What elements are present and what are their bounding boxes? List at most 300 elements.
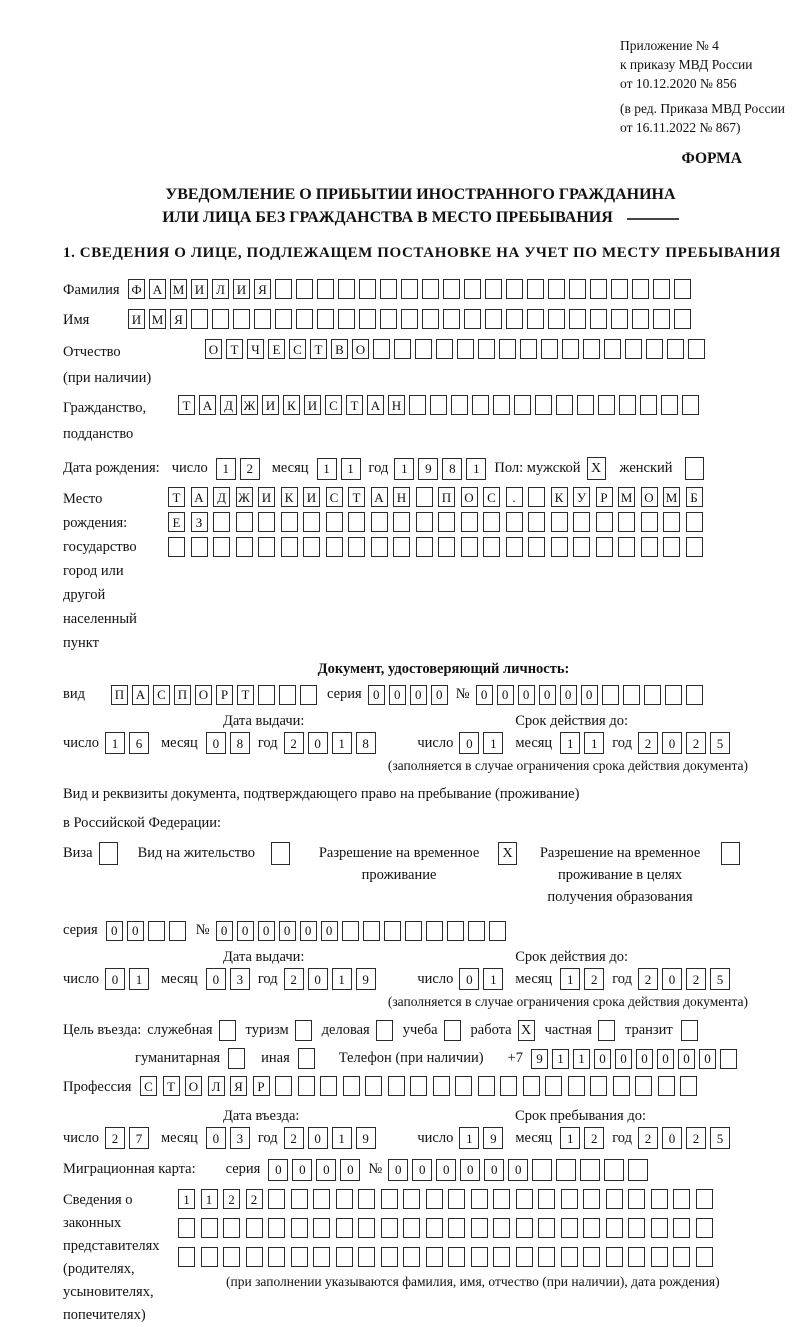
- char-cell[interactable]: Т: [168, 487, 185, 507]
- char-cell[interactable]: [281, 537, 298, 557]
- char-cell[interactable]: [191, 309, 208, 329]
- char-cell[interactable]: [394, 339, 411, 359]
- char-cell[interactable]: С: [326, 487, 343, 507]
- residence-permit-checkbox[interactable]: [271, 842, 290, 865]
- char-cell[interactable]: [320, 1076, 337, 1096]
- char-cell[interactable]: [538, 1218, 555, 1238]
- char-cell[interactable]: [268, 1247, 285, 1267]
- char-cell[interactable]: [430, 395, 447, 415]
- char-cell[interactable]: [516, 1218, 533, 1238]
- char-cell[interactable]: [291, 1218, 308, 1238]
- char-cell[interactable]: [381, 1247, 398, 1267]
- char-cell[interactable]: [696, 1189, 713, 1209]
- char-cell[interactable]: 1: [552, 1049, 569, 1069]
- char-cell[interactable]: [401, 279, 418, 299]
- char-cell[interactable]: [696, 1218, 713, 1238]
- char-cell[interactable]: Р: [253, 1076, 270, 1096]
- char-cell[interactable]: Ж: [236, 487, 253, 507]
- char-cell[interactable]: 2: [284, 732, 304, 754]
- char-cell[interactable]: [213, 537, 230, 557]
- char-cell[interactable]: 0: [237, 921, 254, 941]
- char-cell[interactable]: [688, 339, 705, 359]
- char-cell[interactable]: [448, 1218, 465, 1238]
- char-cell[interactable]: А: [191, 487, 208, 507]
- char-cell[interactable]: [471, 1189, 488, 1209]
- char-cell[interactable]: [468, 921, 485, 941]
- char-cell[interactable]: 2: [246, 1189, 263, 1209]
- char-cell[interactable]: И: [262, 395, 279, 415]
- char-cell[interactable]: [569, 309, 586, 329]
- temp-residence-checkbox[interactable]: X: [498, 842, 517, 865]
- char-cell[interactable]: 2: [686, 732, 706, 754]
- char-cell[interactable]: 9: [356, 1127, 376, 1149]
- char-cell[interactable]: [433, 1076, 450, 1096]
- char-cell[interactable]: Я: [170, 309, 187, 329]
- char-cell[interactable]: [426, 1189, 443, 1209]
- char-cell[interactable]: 9: [531, 1049, 548, 1069]
- char-cell[interactable]: [651, 1189, 668, 1209]
- char-cell[interactable]: 8: [356, 732, 376, 754]
- char-cell[interactable]: 0: [484, 1159, 504, 1181]
- char-cell[interactable]: С: [483, 487, 500, 507]
- char-cell[interactable]: [618, 537, 635, 557]
- char-cell[interactable]: [573, 512, 590, 532]
- char-cell[interactable]: [489, 921, 506, 941]
- char-cell[interactable]: 2: [284, 968, 304, 990]
- char-cell[interactable]: [296, 279, 313, 299]
- char-cell[interactable]: [461, 537, 478, 557]
- char-cell[interactable]: [646, 339, 663, 359]
- char-cell[interactable]: М: [170, 279, 187, 299]
- char-cell[interactable]: [673, 1218, 690, 1238]
- char-cell[interactable]: Ф: [128, 279, 145, 299]
- char-cell[interactable]: 8: [442, 458, 462, 480]
- char-cell[interactable]: И: [128, 309, 145, 329]
- char-cell[interactable]: [596, 512, 613, 532]
- char-cell[interactable]: [538, 1189, 555, 1209]
- char-cell[interactable]: [326, 512, 343, 532]
- char-cell[interactable]: [516, 1247, 533, 1267]
- char-cell[interactable]: 0: [662, 732, 682, 754]
- char-cell[interactable]: [471, 1247, 488, 1267]
- char-cell[interactable]: [201, 1218, 218, 1238]
- char-cell[interactable]: [373, 339, 390, 359]
- char-cell[interactable]: 1: [332, 1127, 352, 1149]
- char-cell[interactable]: [416, 537, 433, 557]
- char-cell[interactable]: [236, 512, 253, 532]
- char-cell[interactable]: [426, 1247, 443, 1267]
- char-cell[interactable]: Н: [388, 395, 405, 415]
- char-cell[interactable]: [520, 339, 537, 359]
- char-cell[interactable]: [343, 1076, 360, 1096]
- char-cell[interactable]: 1: [178, 1189, 195, 1209]
- char-cell[interactable]: П: [438, 487, 455, 507]
- char-cell[interactable]: [606, 1218, 623, 1238]
- char-cell[interactable]: [493, 1247, 510, 1267]
- char-cell[interactable]: [663, 512, 680, 532]
- char-cell[interactable]: [317, 309, 334, 329]
- char-cell[interactable]: [528, 487, 545, 507]
- char-cell[interactable]: 1: [459, 1127, 479, 1149]
- char-cell[interactable]: 1: [560, 1127, 580, 1149]
- char-cell[interactable]: [447, 921, 464, 941]
- char-cell[interactable]: [493, 395, 510, 415]
- char-cell[interactable]: [661, 395, 678, 415]
- char-cell[interactable]: 0: [431, 685, 448, 705]
- char-cell[interactable]: К: [281, 487, 298, 507]
- char-cell[interactable]: И: [258, 487, 275, 507]
- char-cell[interactable]: [426, 1218, 443, 1238]
- char-cell[interactable]: 0: [308, 732, 328, 754]
- char-cell[interactable]: [623, 685, 640, 705]
- char-cell[interactable]: [451, 395, 468, 415]
- char-cell[interactable]: [201, 1247, 218, 1267]
- purpose-study-checkbox[interactable]: [444, 1020, 461, 1041]
- char-cell[interactable]: Я: [254, 279, 271, 299]
- char-cell[interactable]: 0: [459, 732, 479, 754]
- char-cell[interactable]: 2: [284, 1127, 304, 1149]
- char-cell[interactable]: Т: [346, 395, 363, 415]
- char-cell[interactable]: [472, 395, 489, 415]
- char-cell[interactable]: 9: [356, 968, 376, 990]
- char-cell[interactable]: 0: [615, 1049, 632, 1069]
- purpose-transit-checkbox[interactable]: [681, 1020, 698, 1041]
- char-cell[interactable]: 0: [308, 1127, 328, 1149]
- char-cell[interactable]: [403, 1189, 420, 1209]
- char-cell[interactable]: 2: [584, 968, 604, 990]
- char-cell[interactable]: [485, 309, 502, 329]
- char-cell[interactable]: 2: [638, 968, 658, 990]
- char-cell[interactable]: [611, 309, 628, 329]
- char-cell[interactable]: [483, 537, 500, 557]
- char-cell[interactable]: 0: [268, 1159, 288, 1181]
- char-cell[interactable]: [448, 1247, 465, 1267]
- temp-residence-edu-checkbox[interactable]: [721, 842, 740, 865]
- char-cell[interactable]: П: [174, 685, 191, 705]
- char-cell[interactable]: 0: [594, 1049, 611, 1069]
- char-cell[interactable]: [528, 512, 545, 532]
- char-cell[interactable]: 0: [412, 1159, 432, 1181]
- char-cell[interactable]: [613, 1076, 630, 1096]
- char-cell[interactable]: [673, 1247, 690, 1267]
- char-cell[interactable]: [303, 537, 320, 557]
- char-cell[interactable]: 0: [258, 921, 275, 941]
- char-cell[interactable]: М: [149, 309, 166, 329]
- char-cell[interactable]: О: [641, 487, 658, 507]
- char-cell[interactable]: 0: [206, 1127, 226, 1149]
- char-cell[interactable]: Т: [237, 685, 254, 705]
- char-cell[interactable]: [577, 395, 594, 415]
- char-cell[interactable]: [485, 279, 502, 299]
- char-cell[interactable]: [556, 395, 573, 415]
- char-cell[interactable]: [720, 1049, 737, 1069]
- char-cell[interactable]: [635, 1076, 652, 1096]
- char-cell[interactable]: 0: [308, 968, 328, 990]
- char-cell[interactable]: А: [132, 685, 149, 705]
- char-cell[interactable]: [632, 309, 649, 329]
- char-cell[interactable]: [388, 1076, 405, 1096]
- char-cell[interactable]: 1: [129, 968, 149, 990]
- char-cell[interactable]: [619, 395, 636, 415]
- char-cell[interactable]: [348, 537, 365, 557]
- char-cell[interactable]: [606, 1189, 623, 1209]
- char-cell[interactable]: [410, 1076, 427, 1096]
- char-cell[interactable]: 0: [657, 1049, 674, 1069]
- char-cell[interactable]: И: [233, 279, 250, 299]
- char-cell[interactable]: [606, 1247, 623, 1267]
- char-cell[interactable]: Ч: [247, 339, 264, 359]
- char-cell[interactable]: [258, 537, 275, 557]
- char-cell[interactable]: [611, 279, 628, 299]
- char-cell[interactable]: [583, 1218, 600, 1238]
- char-cell[interactable]: 1: [332, 732, 352, 754]
- char-cell[interactable]: О: [205, 339, 222, 359]
- char-cell[interactable]: [478, 339, 495, 359]
- char-cell[interactable]: [254, 309, 271, 329]
- char-cell[interactable]: [169, 921, 186, 941]
- char-cell[interactable]: [569, 279, 586, 299]
- char-cell[interactable]: И: [303, 487, 320, 507]
- char-cell[interactable]: 1: [466, 458, 486, 480]
- char-cell[interactable]: [275, 309, 292, 329]
- male-checkbox[interactable]: X: [587, 457, 606, 480]
- char-cell[interactable]: 0: [388, 1159, 408, 1181]
- char-cell[interactable]: 0: [340, 1159, 360, 1181]
- char-cell[interactable]: 0: [678, 1049, 695, 1069]
- char-cell[interactable]: З: [191, 512, 208, 532]
- char-cell[interactable]: 0: [279, 921, 296, 941]
- char-cell[interactable]: [548, 309, 565, 329]
- char-cell[interactable]: [313, 1247, 330, 1267]
- char-cell[interactable]: [580, 1159, 600, 1181]
- char-cell[interactable]: 0: [105, 968, 125, 990]
- char-cell[interactable]: [541, 339, 558, 359]
- char-cell[interactable]: [478, 1076, 495, 1096]
- char-cell[interactable]: 1: [105, 732, 125, 754]
- char-cell[interactable]: С: [325, 395, 342, 415]
- char-cell[interactable]: 0: [539, 685, 556, 705]
- char-cell[interactable]: [426, 921, 443, 941]
- char-cell[interactable]: А: [371, 487, 388, 507]
- char-cell[interactable]: [178, 1247, 195, 1267]
- char-cell[interactable]: А: [367, 395, 384, 415]
- char-cell[interactable]: [500, 1076, 517, 1096]
- char-cell[interactable]: 2: [638, 1127, 658, 1149]
- char-cell[interactable]: [471, 1218, 488, 1238]
- char-cell[interactable]: Л: [208, 1076, 225, 1096]
- char-cell[interactable]: 0: [436, 1159, 456, 1181]
- char-cell[interactable]: [246, 1247, 263, 1267]
- char-cell[interactable]: [604, 1159, 624, 1181]
- char-cell[interactable]: [538, 1247, 555, 1267]
- char-cell[interactable]: М: [618, 487, 635, 507]
- char-cell[interactable]: [223, 1247, 240, 1267]
- char-cell[interactable]: Т: [178, 395, 195, 415]
- char-cell[interactable]: [336, 1189, 353, 1209]
- char-cell[interactable]: Д: [220, 395, 237, 415]
- char-cell[interactable]: [422, 279, 439, 299]
- char-cell[interactable]: [371, 512, 388, 532]
- char-cell[interactable]: [628, 1159, 648, 1181]
- char-cell[interactable]: [438, 512, 455, 532]
- char-cell[interactable]: [561, 1189, 578, 1209]
- char-cell[interactable]: [464, 279, 481, 299]
- char-cell[interactable]: 6: [129, 732, 149, 754]
- char-cell[interactable]: П: [111, 685, 128, 705]
- char-cell[interactable]: 0: [518, 685, 535, 705]
- char-cell[interactable]: Е: [168, 512, 185, 532]
- char-cell[interactable]: Б: [686, 487, 703, 507]
- char-cell[interactable]: Т: [163, 1076, 180, 1096]
- char-cell[interactable]: [573, 537, 590, 557]
- char-cell[interactable]: [448, 1189, 465, 1209]
- char-cell[interactable]: [326, 537, 343, 557]
- purpose-humanitarian-checkbox[interactable]: [228, 1048, 245, 1069]
- char-cell[interactable]: 3: [230, 968, 250, 990]
- purpose-tourism-checkbox[interactable]: [295, 1020, 312, 1041]
- char-cell[interactable]: [644, 685, 661, 705]
- char-cell[interactable]: А: [149, 279, 166, 299]
- char-cell[interactable]: И: [191, 279, 208, 299]
- char-cell[interactable]: [590, 1076, 607, 1096]
- char-cell[interactable]: [178, 1218, 195, 1238]
- char-cell[interactable]: [658, 1076, 675, 1096]
- char-cell[interactable]: 0: [662, 1127, 682, 1149]
- char-cell[interactable]: Л: [212, 279, 229, 299]
- char-cell[interactable]: Е: [268, 339, 285, 359]
- char-cell[interactable]: М: [663, 487, 680, 507]
- char-cell[interactable]: [358, 1189, 375, 1209]
- char-cell[interactable]: 7: [129, 1127, 149, 1149]
- char-cell[interactable]: [506, 279, 523, 299]
- char-cell[interactable]: [682, 395, 699, 415]
- char-cell[interactable]: О: [352, 339, 369, 359]
- char-cell[interactable]: 0: [216, 921, 233, 941]
- char-cell[interactable]: 0: [476, 685, 493, 705]
- char-cell[interactable]: [602, 685, 619, 705]
- char-cell[interactable]: 0: [581, 685, 598, 705]
- char-cell[interactable]: Я: [230, 1076, 247, 1096]
- char-cell[interactable]: Ж: [241, 395, 258, 415]
- char-cell[interactable]: [291, 1189, 308, 1209]
- char-cell[interactable]: [403, 1247, 420, 1267]
- char-cell[interactable]: [296, 309, 313, 329]
- char-cell[interactable]: [246, 1218, 263, 1238]
- char-cell[interactable]: 0: [460, 1159, 480, 1181]
- char-cell[interactable]: Д: [213, 487, 230, 507]
- char-cell[interactable]: [514, 395, 531, 415]
- char-cell[interactable]: С: [289, 339, 306, 359]
- char-cell[interactable]: [317, 279, 334, 299]
- visa-checkbox[interactable]: [99, 842, 118, 865]
- char-cell[interactable]: [281, 512, 298, 532]
- char-cell[interactable]: [568, 1076, 585, 1096]
- char-cell[interactable]: О: [185, 1076, 202, 1096]
- char-cell[interactable]: [168, 537, 185, 557]
- char-cell[interactable]: [674, 279, 691, 299]
- char-cell[interactable]: [380, 279, 397, 299]
- char-cell[interactable]: 0: [459, 968, 479, 990]
- char-cell[interactable]: У: [573, 487, 590, 507]
- char-cell[interactable]: [415, 339, 432, 359]
- char-cell[interactable]: [393, 512, 410, 532]
- char-cell[interactable]: [532, 1159, 552, 1181]
- char-cell[interactable]: [686, 512, 703, 532]
- char-cell[interactable]: [422, 309, 439, 329]
- char-cell[interactable]: [499, 339, 516, 359]
- char-cell[interactable]: 0: [636, 1049, 653, 1069]
- char-cell[interactable]: [443, 309, 460, 329]
- char-cell[interactable]: [291, 1247, 308, 1267]
- char-cell[interactable]: 1: [216, 458, 236, 480]
- char-cell[interactable]: 5: [710, 1127, 730, 1149]
- char-cell[interactable]: [279, 685, 296, 705]
- char-cell[interactable]: [191, 537, 208, 557]
- char-cell[interactable]: [628, 1189, 645, 1209]
- char-cell[interactable]: [455, 1076, 472, 1096]
- female-checkbox[interactable]: [685, 457, 704, 480]
- char-cell[interactable]: [596, 537, 613, 557]
- char-cell[interactable]: В: [331, 339, 348, 359]
- char-cell[interactable]: [401, 309, 418, 329]
- char-cell[interactable]: [663, 537, 680, 557]
- char-cell[interactable]: [336, 1247, 353, 1267]
- char-cell[interactable]: [348, 512, 365, 532]
- char-cell[interactable]: [457, 339, 474, 359]
- char-cell[interactable]: [436, 339, 453, 359]
- char-cell[interactable]: [338, 309, 355, 329]
- purpose-work-checkbox[interactable]: X: [518, 1020, 535, 1041]
- char-cell[interactable]: И: [304, 395, 321, 415]
- char-cell[interactable]: 5: [710, 732, 730, 754]
- char-cell[interactable]: 9: [418, 458, 438, 480]
- char-cell[interactable]: [506, 309, 523, 329]
- char-cell[interactable]: [680, 1076, 697, 1096]
- char-cell[interactable]: 1: [483, 732, 503, 754]
- char-cell[interactable]: [416, 487, 433, 507]
- purpose-official-checkbox[interactable]: [219, 1020, 236, 1041]
- char-cell[interactable]: [665, 685, 682, 705]
- char-cell[interactable]: 0: [699, 1049, 716, 1069]
- char-cell[interactable]: [483, 512, 500, 532]
- char-cell[interactable]: [641, 512, 658, 532]
- char-cell[interactable]: К: [283, 395, 300, 415]
- char-cell[interactable]: [545, 1076, 562, 1096]
- char-cell[interactable]: [258, 685, 275, 705]
- char-cell[interactable]: [561, 1218, 578, 1238]
- char-cell[interactable]: [443, 279, 460, 299]
- char-cell[interactable]: [516, 1189, 533, 1209]
- char-cell[interactable]: [548, 279, 565, 299]
- char-cell[interactable]: 1: [560, 968, 580, 990]
- char-cell[interactable]: 2: [638, 732, 658, 754]
- char-cell[interactable]: С: [140, 1076, 157, 1096]
- char-cell[interactable]: [268, 1189, 285, 1209]
- char-cell[interactable]: [583, 1189, 600, 1209]
- char-cell[interactable]: Т: [226, 339, 243, 359]
- char-cell[interactable]: [686, 537, 703, 557]
- char-cell[interactable]: [313, 1218, 330, 1238]
- char-cell[interactable]: [359, 309, 376, 329]
- char-cell[interactable]: [604, 339, 621, 359]
- char-cell[interactable]: [506, 537, 523, 557]
- char-cell[interactable]: [405, 921, 422, 941]
- char-cell[interactable]: [381, 1189, 398, 1209]
- char-cell[interactable]: [561, 1247, 578, 1267]
- char-cell[interactable]: [583, 339, 600, 359]
- char-cell[interactable]: [303, 512, 320, 532]
- purpose-other-checkbox[interactable]: [298, 1048, 315, 1069]
